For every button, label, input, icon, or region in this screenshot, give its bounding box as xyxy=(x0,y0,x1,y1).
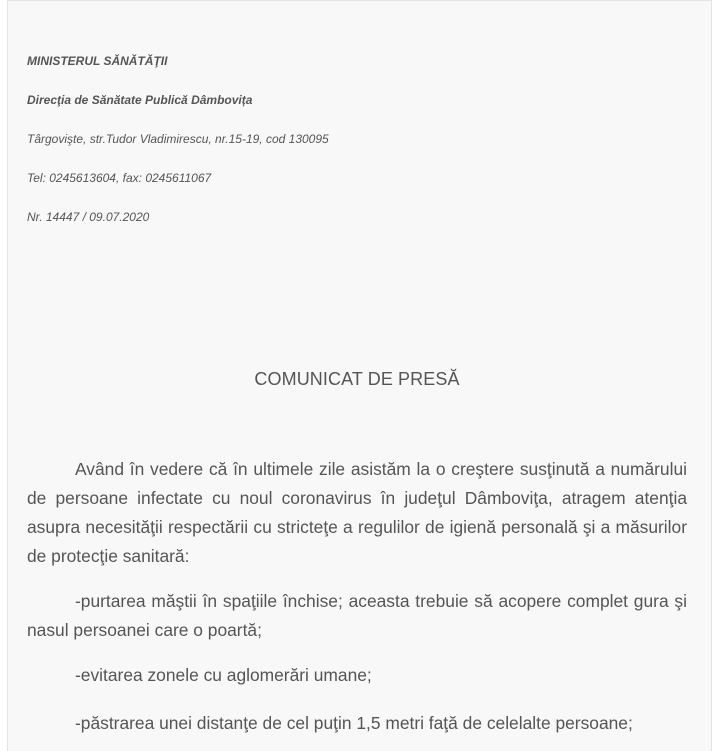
document-page xyxy=(7,0,712,751)
contact-line: Tel: 0245613604, fax: 0245611067 xyxy=(27,171,212,185)
reference-number: Nr. 14447 / 09.07.2020 xyxy=(27,210,150,224)
address-line: Târgovişte, str.Tudor Vladimirescu, nr.15-19, cod 130095 xyxy=(27,132,329,146)
document-title: COMUNICAT DE PRESĂ xyxy=(254,369,460,389)
measure-distance: -păstrarea unei distanţe de cel puţin 1,5 metri faţă de celelalte persoane; xyxy=(75,713,633,733)
measure-mask: -purtarea măştii în spaţiile închise; aceasta trebuie să acopere complet gura şi nasul persoanei care o poartă; xyxy=(27,591,687,640)
paragraph-intro: Având în vedere că în ultimele zile asistăm la o creştere susţinută a numărului de persoane infectate cu noul coronavirus în judeţul Dâmboviţa, atragem atenţia asupra necesităţii respectării cu stricteţe a regulilor de igienă personală şi a măsurilor de protecţie sanitară: xyxy=(27,459,687,566)
measure-crowds: -evitarea zonele cu aglomerări umane; xyxy=(75,665,372,685)
ministry-name: MINISTERUL SĂNĂTĂŢII xyxy=(27,54,168,68)
directorate-name: Direcţia de Sănătate Publică Dâmbovița xyxy=(27,93,253,107)
